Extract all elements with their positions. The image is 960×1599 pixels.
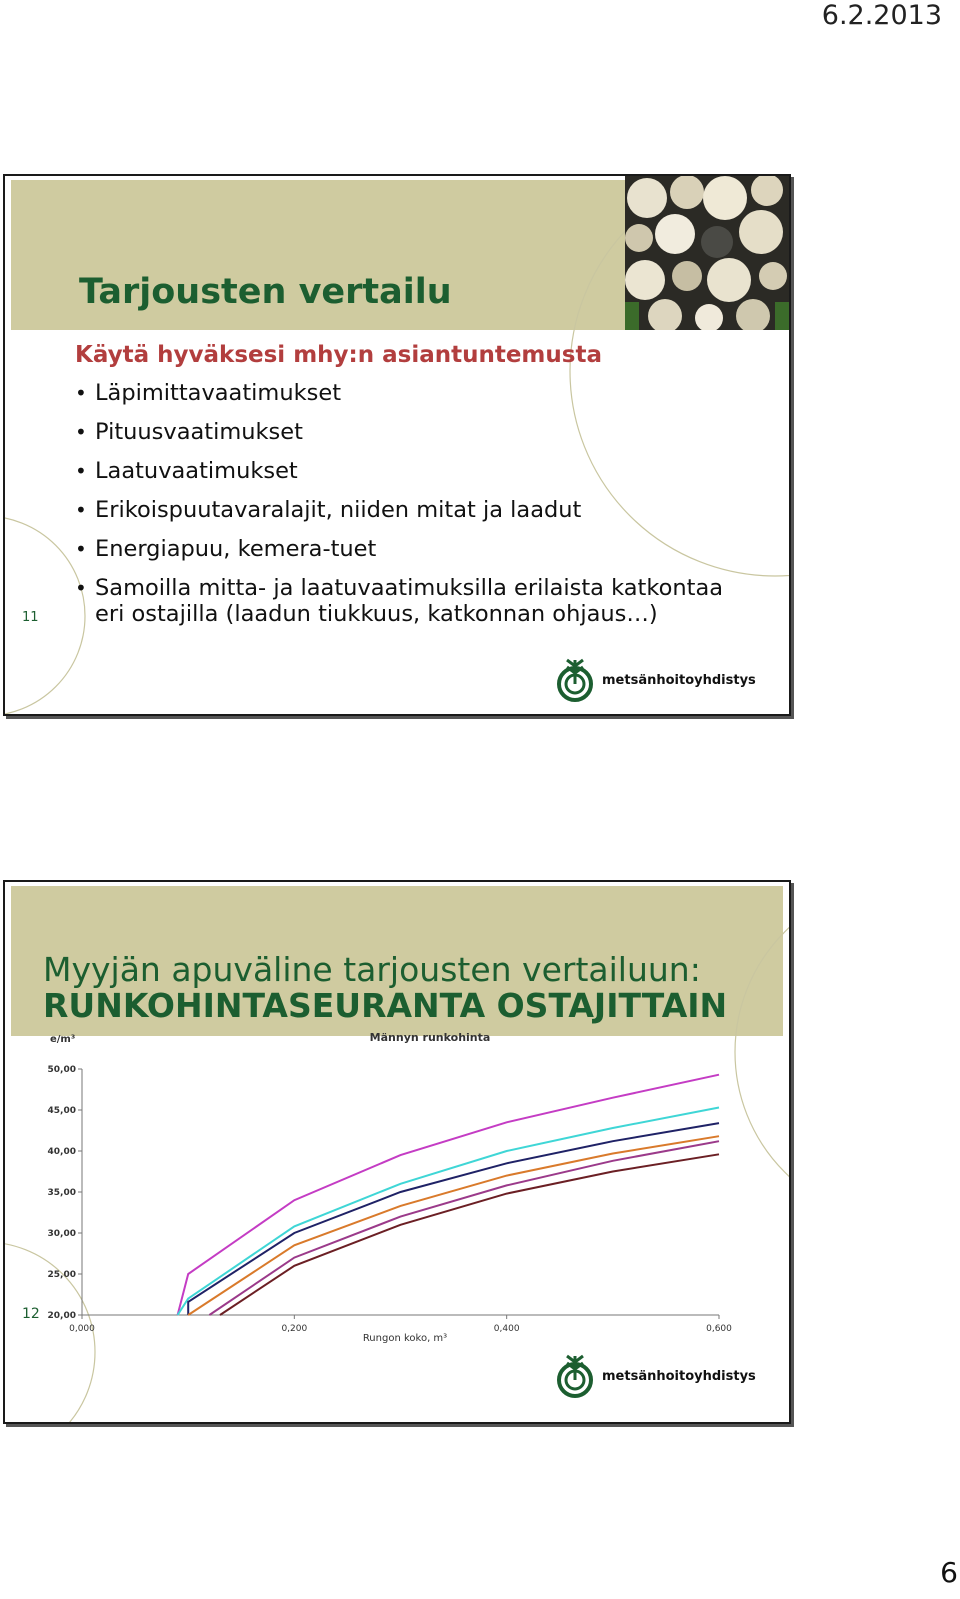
logo-text: metsänhoitoyhdistys xyxy=(602,673,756,688)
chart-series xyxy=(178,1075,719,1315)
x-tick-label: 0,600 xyxy=(706,1324,732,1334)
y-tick-label: 30,00 xyxy=(47,1229,76,1239)
y-tick-label: 25,00 xyxy=(47,1270,76,1280)
mhy-logo xyxy=(557,1354,756,1402)
document-date: 6.2.2013 xyxy=(821,0,942,31)
slide-number: 11 xyxy=(22,610,39,625)
pine-stem-price-chart xyxy=(5,882,789,1422)
x-tick-label: 0,000 xyxy=(69,1324,95,1334)
bullet-item: • Läpimittavaatimukset xyxy=(75,380,755,406)
x-axis-label: Rungon koko, m³ xyxy=(362,1333,448,1344)
logo-text: metsänhoitoyhdistys xyxy=(602,1369,756,1384)
bullet-list xyxy=(75,380,755,640)
slide-number: 12 xyxy=(22,1306,40,1322)
bullet-item: • Samoilla mitta- ja laatuvaatimuksilla erilaista katkontaa eri ostajilla (laadun tiukkuus, katkonnan ohjaus…) xyxy=(75,575,755,627)
x-tick-label: 0,400 xyxy=(493,1324,520,1334)
bullet-item: • Laatuvaatimukset xyxy=(75,458,755,484)
chart-title: Männyn runkohinta xyxy=(369,1031,491,1044)
slide-title-line2: RUNKOHINTASEURANTA OSTAJITTAIN xyxy=(43,986,728,1025)
chart-ticks xyxy=(48,1065,733,1334)
mhy-logo-icon xyxy=(557,1354,597,1398)
subheading: Käytä hyväksesi mhy:n asiantuntemusta xyxy=(75,342,602,368)
y-tick-label: 40,00 xyxy=(47,1147,76,1157)
x-tick-label: 0,200 xyxy=(281,1324,308,1334)
slide-title-line1: Myyjän apuväline tarjousten vertailuun: xyxy=(43,950,701,989)
mhy-logo xyxy=(557,658,756,706)
slide-12 xyxy=(3,880,791,1424)
bullet-item: • Erikoispuutavaralajit, niiden mitat ja laadut xyxy=(75,497,755,523)
y-tick-label: 35,00 xyxy=(47,1188,76,1198)
y-tick-label: 20,00 xyxy=(47,1311,76,1321)
bullet-item: • Pituusvaatimukset xyxy=(75,419,755,445)
y-axis-label: e/m³ xyxy=(50,1034,76,1045)
mhy-logo-icon xyxy=(557,658,597,702)
log-pile-photo xyxy=(625,176,789,330)
y-tick-label: 45,00 xyxy=(47,1106,76,1116)
page-number: 6 xyxy=(940,1556,958,1589)
series-line xyxy=(178,1075,719,1315)
bullet-item: • Energiapuu, kemera-tuet xyxy=(75,536,755,562)
slide-title: Tarjousten vertailu xyxy=(79,272,452,312)
y-tick-label: 50,00 xyxy=(47,1065,76,1075)
series-line xyxy=(220,1154,719,1315)
series-line xyxy=(188,1136,719,1315)
slide-11 xyxy=(3,174,791,716)
